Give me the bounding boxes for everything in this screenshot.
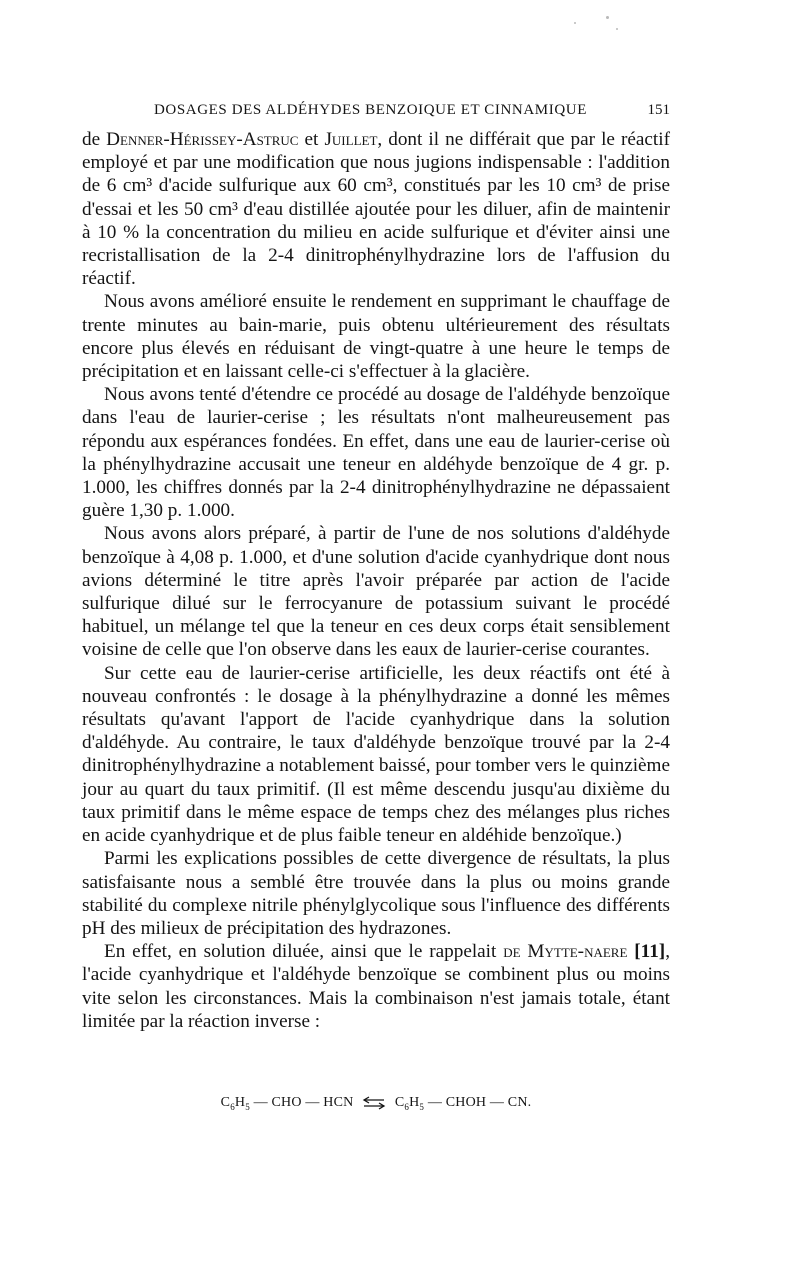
carbon-count-left: 6: [230, 1101, 235, 1112]
paragraph-7-part-a: En effet, en solution diluée, ainsi que le rappelait: [104, 941, 504, 963]
author-names-2: Juillet: [324, 129, 378, 150]
reference-number: [11]: [634, 941, 666, 963]
body-text: [82, 128, 670, 1033]
paragraph-1: [82, 128, 670, 290]
equilibrium-arrows-icon: [361, 1096, 387, 1110]
paragraph-4: Nous avons alors préparé, à partir de l'une de nos solutions d'aldéhyde benzoïque à 4,08 p. 1.000, et d'une solution d'acide cyanhydrique dont nous avions déterminé le titre après l'avoir préparée par action de l'acide sulfurique dilué sur le ferrocyanure de potassium suivant le procédé habituel, un mélange tel que la teneur en ces deux corps était sensiblement voisine de celle que l'on observe dans les eaux de laurier-cerise courantes.: [82, 523, 670, 661]
paragraph-2: Nous avons amélioré ensuite le rendement en supprimant le chauffage de trente minutes au bain-marie, puis obtenu ultérieurement des résultats encore plus élevés en réduisant de vingt-quatre à une heure le temps de précipitation et en laissant celle-ci s'effectuer à la glacière.: [82, 291, 670, 383]
page-header: [82, 102, 670, 126]
page-number: 151: [647, 102, 670, 118]
scan-speck: [606, 16, 609, 19]
running-title: DOSAGES DES ALDÉHYDES BENZOIQUE ET CINNAMIQUE: [154, 102, 587, 118]
paragraph-1-part-a: de: [82, 129, 107, 150]
author-names-1: Denner-Hérissey-Astruc: [106, 129, 299, 150]
paragraph-3: Nous avons tenté d'étendre ce procédé au dosage de l'aldéhyde benzoïque dans l'eau de laurier-cerise ; les résultats n'ont malheureusement pas répondu aux espérances fondées. En effet, dans une eau de laurier-cerise où la phénylhydrazine accusait une teneur en aldéhyde benzoïque de 4 gr. p. 1.000, les chiffres donnés par la 2-4 dinitrophénylhydrazine ne dépassaient guère 1,30 p. 1.000.: [82, 384, 670, 522]
paragraph-1-part-b: et: [298, 129, 325, 150]
hydrogen-count-left: 5: [245, 1101, 250, 1112]
paragraph-7-part-b: , l'acide cyanhydrique et l'aldéhyde benzoïque se combinent plus ou moins vite selon les circonstances. Mais la combinaison n'est jamais totale, étant limitée par la réaction inverse :: [82, 941, 670, 1032]
equation-left-side: [221, 1095, 354, 1110]
paragraph-5: Sur cette eau de laurier-cerise artificielle, les deux réactifs ont été à nouveau confrontés : le dosage à la phénylhydrazine a donné les mêmes résultats qu'avant l'apport de l'acide cyanhydrique dans la solution d'aldéhyde. Au contraire, le taux d'aldéhyde benzoïque trouvé par la 2-4 dinitrophénylhydrazine a notablement baissé, pour tomber vers le quinzième jour au quart du taux primitif. (Il est même descendu jusqu'au dixième du taux primitif dans le même espace de temps chez des mélanges plus riches en acide cyanhydrique et de plus faible teneur en aldéhide benzoïque.): [82, 662, 670, 847]
equation-left-rest: — CHO — HCN: [249, 1095, 354, 1110]
carbon-symbol-left: C: [220, 1095, 231, 1110]
equation-right-rest: — CHOH — CN.: [424, 1095, 532, 1110]
carbon-symbol-right: C: [394, 1095, 405, 1110]
scan-speck: [574, 22, 576, 24]
paragraph-1-part-c: , dont il ne différait que par le réactif employé et par une modification que nous jugions indispensable : l'addition de 6 cm³ d'acide sulfurique aux 60 cm³, constitués par les 10 cm³ de prise d'essai et les 50 cm³ d'eau distillée ajoutée pour les diluer, afin de maintenir à 10 % la concentration du milieu en acide sulfurique et d'éviter ainsi une recristallisation de la 2-4 dinitrophénylhydrazine lors de l'affusion du réactif.: [82, 129, 670, 290]
hydrogen-count-right: 5: [419, 1101, 425, 1112]
paragraph-6: Parmi les explications possibles de cette divergence de résultats, la plus satisfaisante nous a semblé être trouvée dans la plus ou moins grande stabilité du complexe nitrile phénylglycolique sous l'influence des différents pH des milieux de précipitation des hydrazones.: [82, 848, 670, 939]
scan-speck: [616, 28, 618, 30]
hydrogen-symbol-left: H: [234, 1095, 246, 1110]
paragraph-7: [82, 940, 670, 1033]
chemical-equation: [82, 1095, 670, 1112]
carbon-count-right: 6: [404, 1101, 410, 1112]
author-name-3: de Mytte-naere: [503, 941, 628, 963]
hydrogen-symbol-right: H: [409, 1095, 420, 1110]
equation-right-side: [395, 1095, 531, 1110]
